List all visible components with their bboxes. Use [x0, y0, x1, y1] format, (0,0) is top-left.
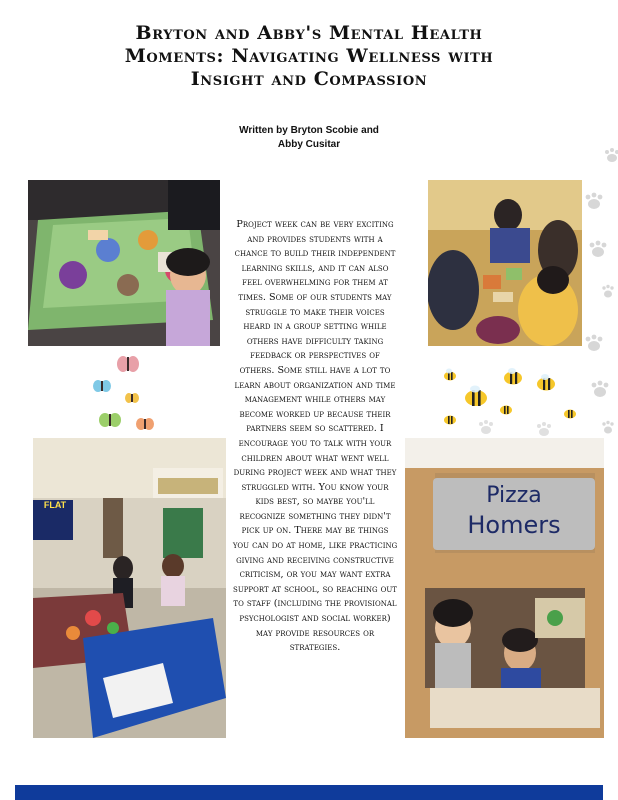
article-byline: [200, 124, 418, 152]
pizza-homers-sign: [433, 478, 595, 550]
paw-print-icon-cluster: [474, 398, 584, 438]
byline-line-2: Abby Cusitar: [277, 139, 341, 150]
photo-kids-floor: [428, 180, 582, 346]
paw-print-icon: [580, 140, 618, 440]
byline-line-1: Written by Bryton Scobie and: [239, 125, 379, 136]
flat-sign: FLAT: [43, 500, 67, 510]
photo-classroom-crafts: [33, 438, 226, 738]
article-title: Bryton and Abby's Mental Health Moments: Navigating Wellness with Insight and Compassion: [124, 22, 494, 90]
footer-bar: [15, 785, 603, 800]
pizza-sign-line-2: Homers: [467, 511, 561, 539]
photo-pizza-homers: [405, 438, 604, 738]
pizza-sign-line-1: Pizza: [486, 483, 542, 508]
butterfly-icon: [90, 352, 160, 434]
article-body: Project week can be very exciting and provides students with a chance to build their independent learning skills, and it can also feel overwhelming for them at times. Some of our students may struggle to make their voices heard in a group setting while others have difficulty taking feedback or perspectives of others. Some still have a lot to learn about organization and time management while others may become worked up because their partners seem so scattered. I encourage you to talk with your children about what went well during project week and what they struggled with. You know your kids best, so maybe you'll recognize something they didn't pick up on. There may be things you can do at home, like practicing giving and receiving constructive criticism, or you may want extra support at school, so reaching out to staff (including the provisional psychologist and social worker) may provide resources or strategies.: [232, 219, 398, 654]
photo-craft-table: [28, 180, 220, 346]
